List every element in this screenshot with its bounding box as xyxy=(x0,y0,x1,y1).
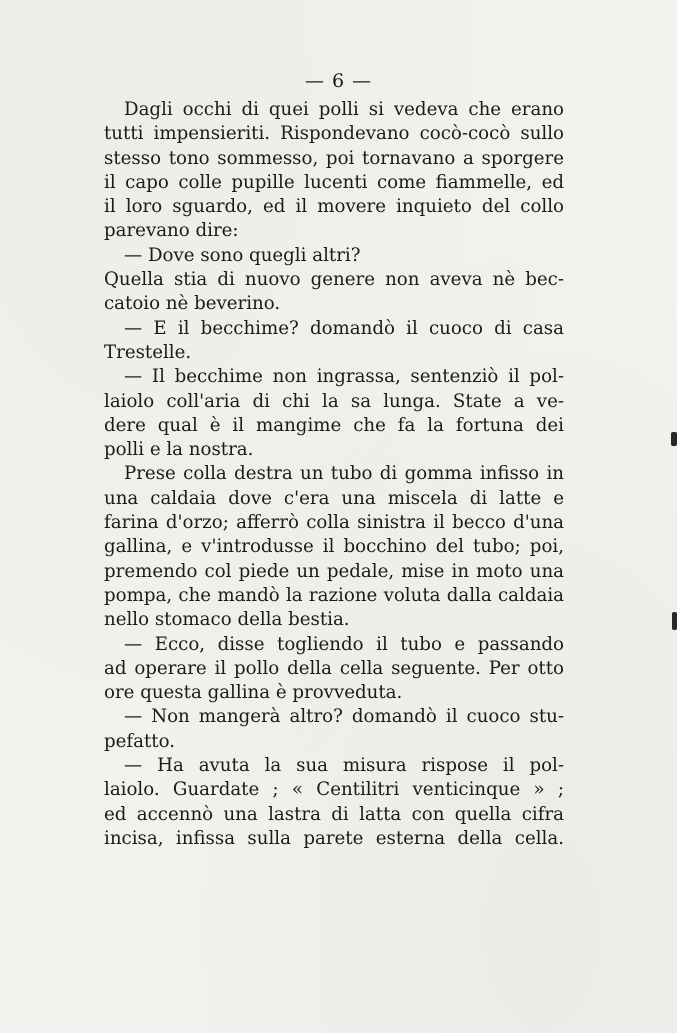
text-line: Trestelle. xyxy=(104,341,192,363)
text-line: catoio nè beverino. xyxy=(104,293,281,315)
edge-mark xyxy=(671,432,677,446)
text-line: ore questa gallina è provveduta. xyxy=(104,682,403,704)
text-line: dere qual è il mangime che fa la fortuna dei xyxy=(104,414,564,436)
text-line: — Il becchime non ingrassa, sentenziò il pol- xyxy=(124,366,564,388)
text-line: ed accennò una lastra di latta con quella cifra xyxy=(104,803,564,825)
text-line: Prese colla destra un tubo di gomma infisso in xyxy=(124,463,564,485)
edge-mark xyxy=(672,612,677,630)
text-line: nello stomaco della bestia. xyxy=(104,609,350,631)
text-line: — Dove sono quegli altri? xyxy=(124,244,361,266)
body-text xyxy=(104,98,564,851)
text-line: — E il becchime? domandò il cuoco di casa xyxy=(124,317,564,339)
text-line: una caldaia dove c'era una miscela di latte e xyxy=(104,487,564,509)
text-line: pompa, che mandò la razione voluta dalla caldaia xyxy=(104,584,564,606)
text-line: — Ha avuta la sua misura rispose il pol- xyxy=(124,755,564,777)
text-line: Quella stia di nuovo genere non aveva nè bec- xyxy=(104,269,564,291)
text-line: il loro sguardo, ed il movere inquieto del collo xyxy=(104,196,564,218)
page-number: — 6 — xyxy=(304,70,373,92)
text-line: stesso tono sommesso, poi tornavano a sporgere xyxy=(104,147,564,169)
text-line: gallina, e v'introdusse il bocchino del tubo; poi, xyxy=(104,536,564,558)
text-line: — Non mangerà altro? domandò il cuoco stu- xyxy=(124,706,564,728)
text-line: premendo col piede un pedale, mise in moto una xyxy=(104,560,564,582)
text-line: parevano dire: xyxy=(104,220,239,242)
text-line: tutti impensieriti. Rispondevano cocò-cocò sullo xyxy=(104,123,564,145)
text-line: incisa, infissa sulla parete esterna della cella. xyxy=(104,827,564,849)
text-line: ad operare il pollo della cella seguente. Per otto xyxy=(104,657,564,679)
text-line: pefatto. xyxy=(104,730,176,752)
text-line: laiolo. Guardate ; « Centilitri venticinque » ; xyxy=(104,779,564,801)
text-line: polli e la nostra. xyxy=(104,439,254,461)
text-line: laiolo coll'aria di chi la sa lunga. State a ve- xyxy=(104,390,564,412)
text-line: il capo colle pupille lucenti come fiammelle, ed xyxy=(104,171,564,193)
text-line: — Ecco, disse togliendo il tubo e passando xyxy=(124,633,564,655)
text-line: Dagli occhi di quei polli si vedeva che erano xyxy=(124,99,564,120)
text-line: farina d'orzo; afferrò colla sinistra il becco d'una xyxy=(104,512,564,534)
